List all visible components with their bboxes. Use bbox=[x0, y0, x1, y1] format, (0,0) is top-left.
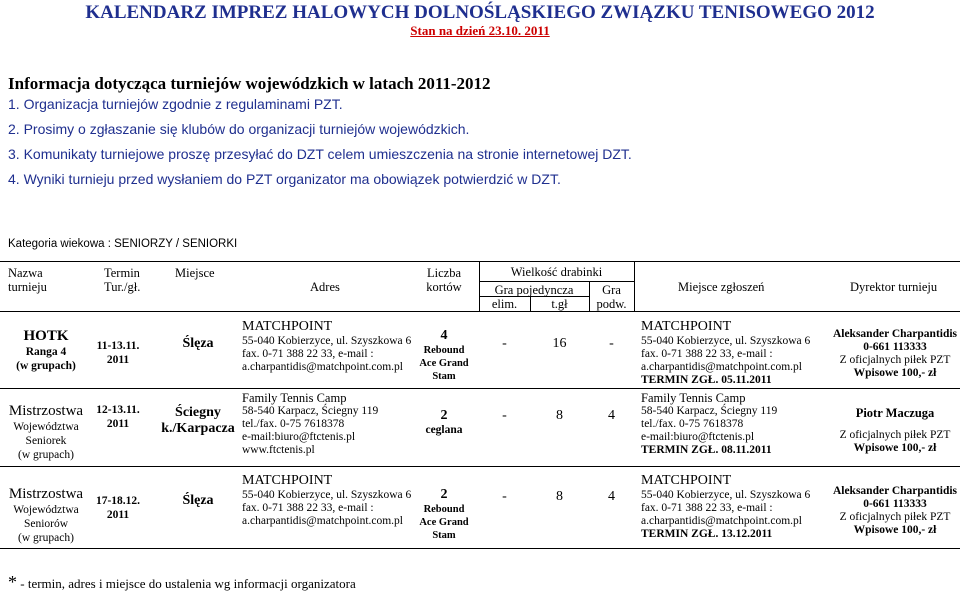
info-heading: Informacja dotycząca turniejów wojewódzkich w latach 2011-2012 bbox=[8, 74, 491, 93]
courts-cell: 2 Rebound Ace Grand Stam bbox=[419, 487, 469, 541]
courts-cell: 2 ceglana bbox=[425, 408, 463, 436]
rule-2: 2. Prosimy o zgłaszanie się klubów do organizacji turniejów wojewódzkich. bbox=[8, 121, 470, 137]
rule-1: 1. Organizacja turniejów zgodnie z regulaminami PZT. bbox=[8, 96, 343, 112]
header-term: Termin Tur./gł. bbox=[104, 266, 141, 294]
term-cell: 11-13.11. 2011 bbox=[96, 340, 140, 366]
header-courts: Liczba kortów bbox=[426, 266, 462, 294]
table-row: Mistrzostwa Województwa Seniorów (w grupach) bbox=[8, 486, 84, 544]
doubles-cell: 4 bbox=[608, 489, 615, 504]
elim-cell: - bbox=[502, 408, 507, 423]
main-cell: 8 bbox=[556, 408, 563, 423]
header-director: Dyrektor turnieju bbox=[850, 280, 938, 294]
main-cell: 16 bbox=[552, 336, 567, 351]
header-doubles: Gra podw. bbox=[596, 283, 627, 311]
table-row: Mistrzostwa Województwa Seniorek (w grupach) bbox=[8, 403, 84, 461]
director-cell: Aleksander Charpantidis 0-661 113333 Z oficjalnych piłek PZT Wpisowe 100,- zł bbox=[832, 485, 958, 536]
place-cell: Ściegny k./Karpacza bbox=[161, 405, 235, 436]
header-place: Miejsce bbox=[175, 266, 215, 280]
elim-cell: - bbox=[502, 336, 507, 351]
director-cell: Piotr Maczuga Z oficjalnych piłek PZT Wpisowe 100,- zł bbox=[839, 406, 951, 454]
header-draw: Wielkość drabinki bbox=[510, 265, 603, 279]
elim-cell: - bbox=[502, 489, 507, 504]
entries-cell: MATCHPOINT 55-040 Kobierzyce, ul. Szyszkowa 6 fax. 0-71 388 22 33, e-mail : a.charpantidis@matchpoint.com.pl TERMIN ZGŁ. 13.12.2011 bbox=[641, 473, 811, 540]
table-row: HOTK Ranga 4 (w grupach) bbox=[16, 328, 76, 372]
address-cell: MATCHPOINT 55-040 Kobierzyce, ul. Szyszkowa 6 fax. 0-71 388 22 33, e-mail : a.charpantidis@matchpoint.com.pl bbox=[242, 319, 412, 373]
header-entries: Miejsce zgłoszeń bbox=[678, 280, 765, 294]
director-cell: Aleksander Charpantidis 0-661 113333 Z oficjalnych piłek PZT Wpisowe 100,- zł bbox=[832, 328, 958, 379]
status-date: Stan na dzień 23.10. 2011 bbox=[410, 23, 550, 38]
header-name: Nazwa turnieju bbox=[8, 266, 47, 294]
place-cell: Ślęza bbox=[182, 493, 214, 508]
rule-4: 4. Wyniki turnieju przed wysłaniem do PZT organizator ma obowiązek potwierdzić w DZT. bbox=[8, 171, 561, 187]
term-cell: 17-18.12. 2011 bbox=[95, 495, 141, 521]
header-main: t.gł bbox=[551, 297, 568, 311]
doubles-cell: - bbox=[609, 336, 614, 351]
category-label: Kategoria wiekowa : SENIORZY / SENIORKI bbox=[8, 238, 238, 250]
page-title: KALENDARZ IMPREZ HALOWYCH DOLNOŚLĄSKIEGO ZWIĄZKU TENISOWEGO 2012 bbox=[85, 2, 875, 23]
rule-3: 3. Komunikaty turniejowe proszę przesyłać do DZT celem umieszczenia na stronie internetowej DZT. bbox=[8, 146, 632, 162]
footnote-star: * bbox=[8, 572, 17, 592]
courts-cell: 4 Rebound Ace Grand Stam bbox=[419, 328, 469, 382]
main-cell: 8 bbox=[556, 489, 563, 504]
entries-cell: Family Tennis Camp 58-540 Karpacz, Ściegny 119 tel./fax. 0-75 7618378 e-mail:biuro@ftctenis.pl TERMIN ZGŁ. 08.11.2011 bbox=[641, 391, 778, 456]
entries-cell: MATCHPOINT 55-040 Kobierzyce, ul. Szyszkowa 6 fax. 0-71 388 22 33, e-mail : a.charpantidis@matchpoint.com.pl TERMIN ZGŁ. 05.11.2011 bbox=[641, 319, 811, 386]
place-cell: Ślęza bbox=[182, 336, 214, 351]
doubles-cell: 4 bbox=[608, 408, 615, 423]
header-singles: Gra pojedyncza bbox=[494, 283, 574, 297]
term-cell: 12-13.11. 2011 bbox=[96, 404, 140, 430]
address-cell: Family Tennis Camp 58-540 Karpacz, Ściegny 119 tel./fax. 0-75 7618378 e-mail:biuro@ftctenis.pl www.ftctenis.pl bbox=[242, 391, 379, 456]
address-cell: MATCHPOINT 55-040 Kobierzyce, ul. Szyszkowa 6 fax. 0-71 388 22 33, e-mail : a.charpantidis@matchpoint.com.pl bbox=[242, 473, 412, 527]
header-elim: elim. bbox=[491, 297, 518, 311]
footnote-text: - termin, adres i miejsce do ustalenia wg informacji organizatora bbox=[20, 576, 356, 591]
header-address: Adres bbox=[310, 280, 340, 294]
